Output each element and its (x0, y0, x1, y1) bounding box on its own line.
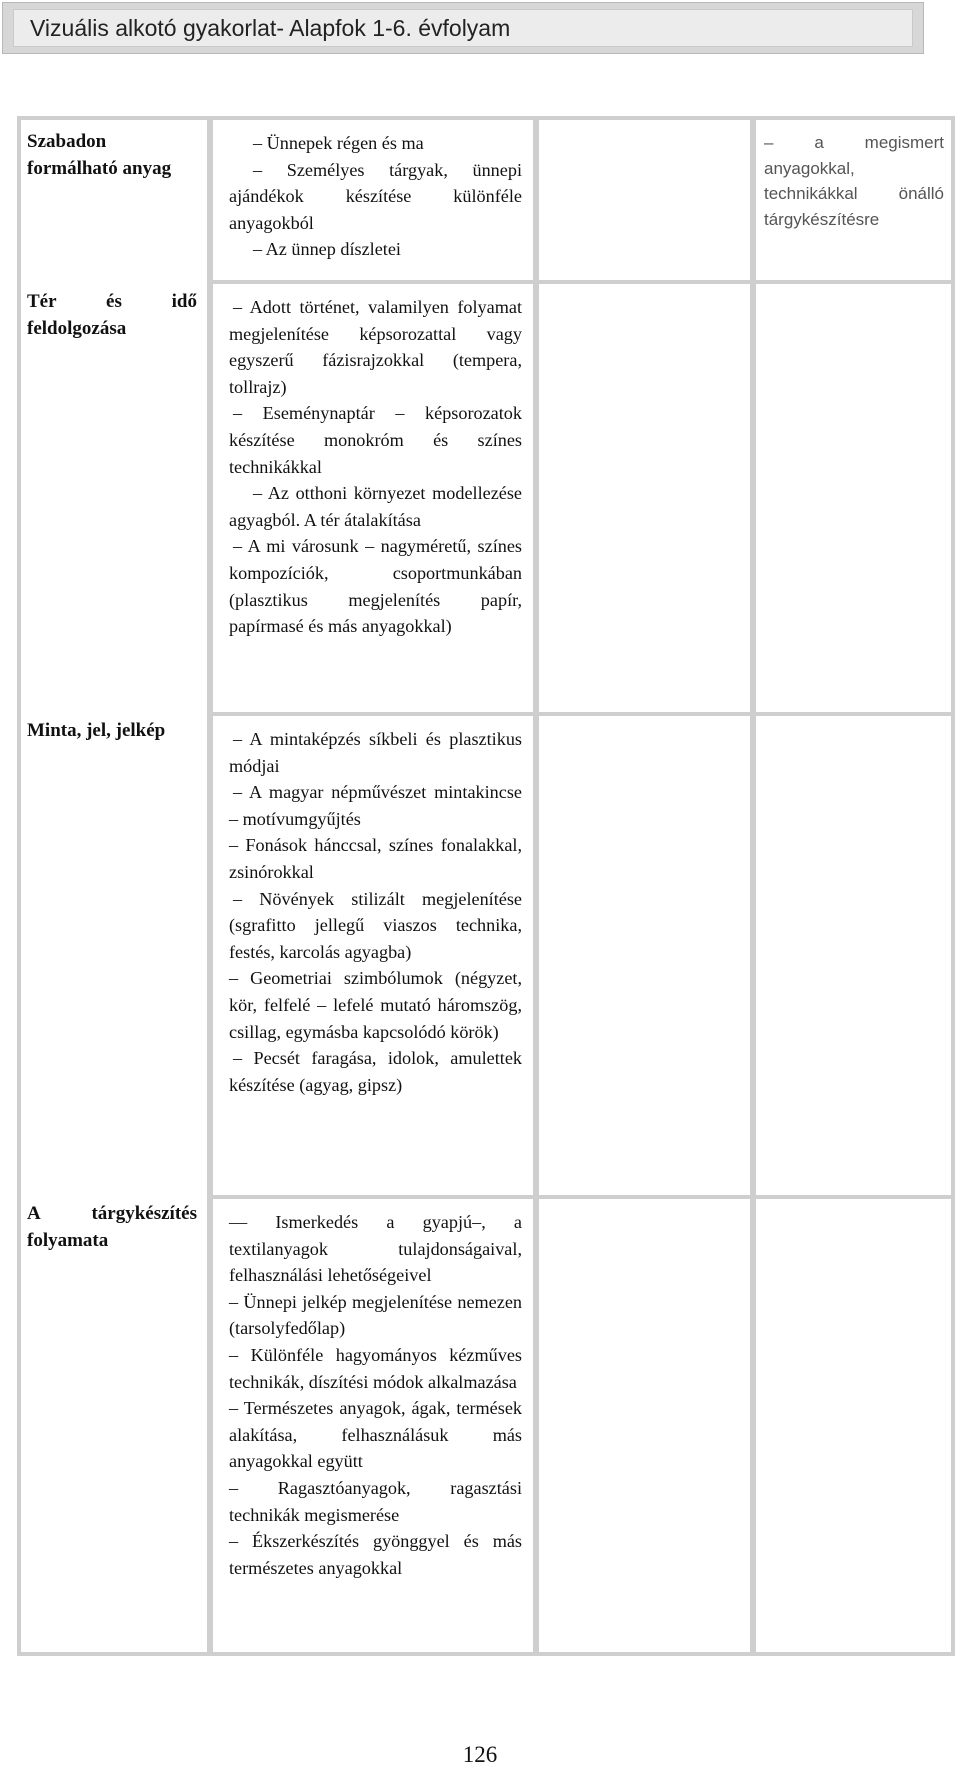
content-cell-1 (213, 120, 533, 280)
content-item: – Pecsét faragása, idolok, amulettek készítése (agyag, gipsz) (229, 1048, 522, 1095)
content-list (229, 1209, 522, 1581)
content-item: – Ünnepi jelkép megjelenítése nemezen (tarsolyfedőlap) (229, 1291, 522, 1339)
content-item: – Geometriai szimbólumok (négyzet, kör, felfelé – lefelé mutató háromszög, csillag, egymásba kapcsolódó körök) (229, 968, 522, 1042)
content-item: – Eseménynaptár – képsorozatok készítése monokróm és színes technikákkal (229, 403, 522, 477)
empty-cell (539, 1199, 750, 1652)
topic-label: Szabadon formálható anyag (27, 131, 172, 179)
content-list (229, 294, 522, 640)
empty-cell (756, 716, 951, 1195)
topic-label: Minta, jel, jelkép (27, 720, 166, 741)
empty-cell (539, 284, 750, 712)
page-number: 126 (462, 1742, 498, 1767)
content-item: — Ismerkedés a gyapjú–, a textilanyagok tulajdonságaival, felhasználási lehetőségeivel (229, 1212, 522, 1286)
page-header-title: Vizuális alkotó gyakorlat- Alapfok 1-6. évfolyam (13, 9, 913, 47)
empty-cell (539, 120, 750, 280)
content-list (229, 726, 522, 1098)
content-item: – Természetes anyagok, ágak, termések alakítása, felhasználásuk más anyagokkal együtt (229, 1398, 522, 1472)
topic-column (21, 120, 207, 1652)
content-cell-3 (213, 716, 533, 1195)
header-bar (2, 2, 924, 54)
content-item: – A magyar népművészet mintakincse – motívumgyűjtés (229, 782, 522, 829)
content-item: – Adott történet, valamilyen folyamat megjelenítése képsorozattal vagy egyszerű fázisrajzokkal (tempera, tollrajz) (229, 297, 522, 397)
content-cell-2 (213, 284, 533, 712)
content-item: – Ékszerkészítés gyönggyel és más természetes anyagokkal (229, 1531, 522, 1578)
content-item: – Különféle hagyományos kézműves technikák, díszítési módok alkalmazása (229, 1344, 522, 1392)
goal-cell (756, 120, 951, 280)
content-item: – Növények stilizált megjelenítése (sgrafitto jellegű viaszos technika, festés, karcolás agyagba) (229, 888, 522, 962)
content-item: – Ünnepek régen és ma (253, 133, 424, 153)
content-cell-4 (213, 1199, 533, 1652)
content-item: – Személyes tárgyak, ünnepi ajándékok készítése különféle anyagokból (229, 159, 522, 233)
topic-label: Tér és idő feldolgozása (27, 291, 197, 339)
content-list (229, 130, 522, 263)
empty-cell (756, 284, 951, 712)
empty-cell (756, 1199, 951, 1652)
content-item: – A mintaképzés síkbeli és plasztikus módjai (229, 729, 522, 776)
content-item: – Ragasztóanyagok, ragasztási technikák megismerése (229, 1477, 522, 1525)
content-item: – Fonások hánccsal, színes fonalakkal, zsinórokkal (229, 835, 522, 882)
topic-label: A tárgykészítés folyamata (27, 1203, 197, 1251)
content-item: – Az ünnep díszletei (253, 239, 401, 260)
curriculum-table (17, 116, 955, 1656)
content-item: – A mi városunk – nagyméretű, színes kompozíciók, csoportmunkában (plasztikus megjelenítés papír, papírmasé és más anyagokkal) (229, 536, 522, 637)
goal-text: – a megismert anyagokkal, technikákkal önálló tárgykészítésre (764, 133, 944, 229)
empty-cell (539, 716, 750, 1195)
content-item: – Az otthoni környezet modellezése agyagból. A tér átalakítása (229, 483, 522, 530)
